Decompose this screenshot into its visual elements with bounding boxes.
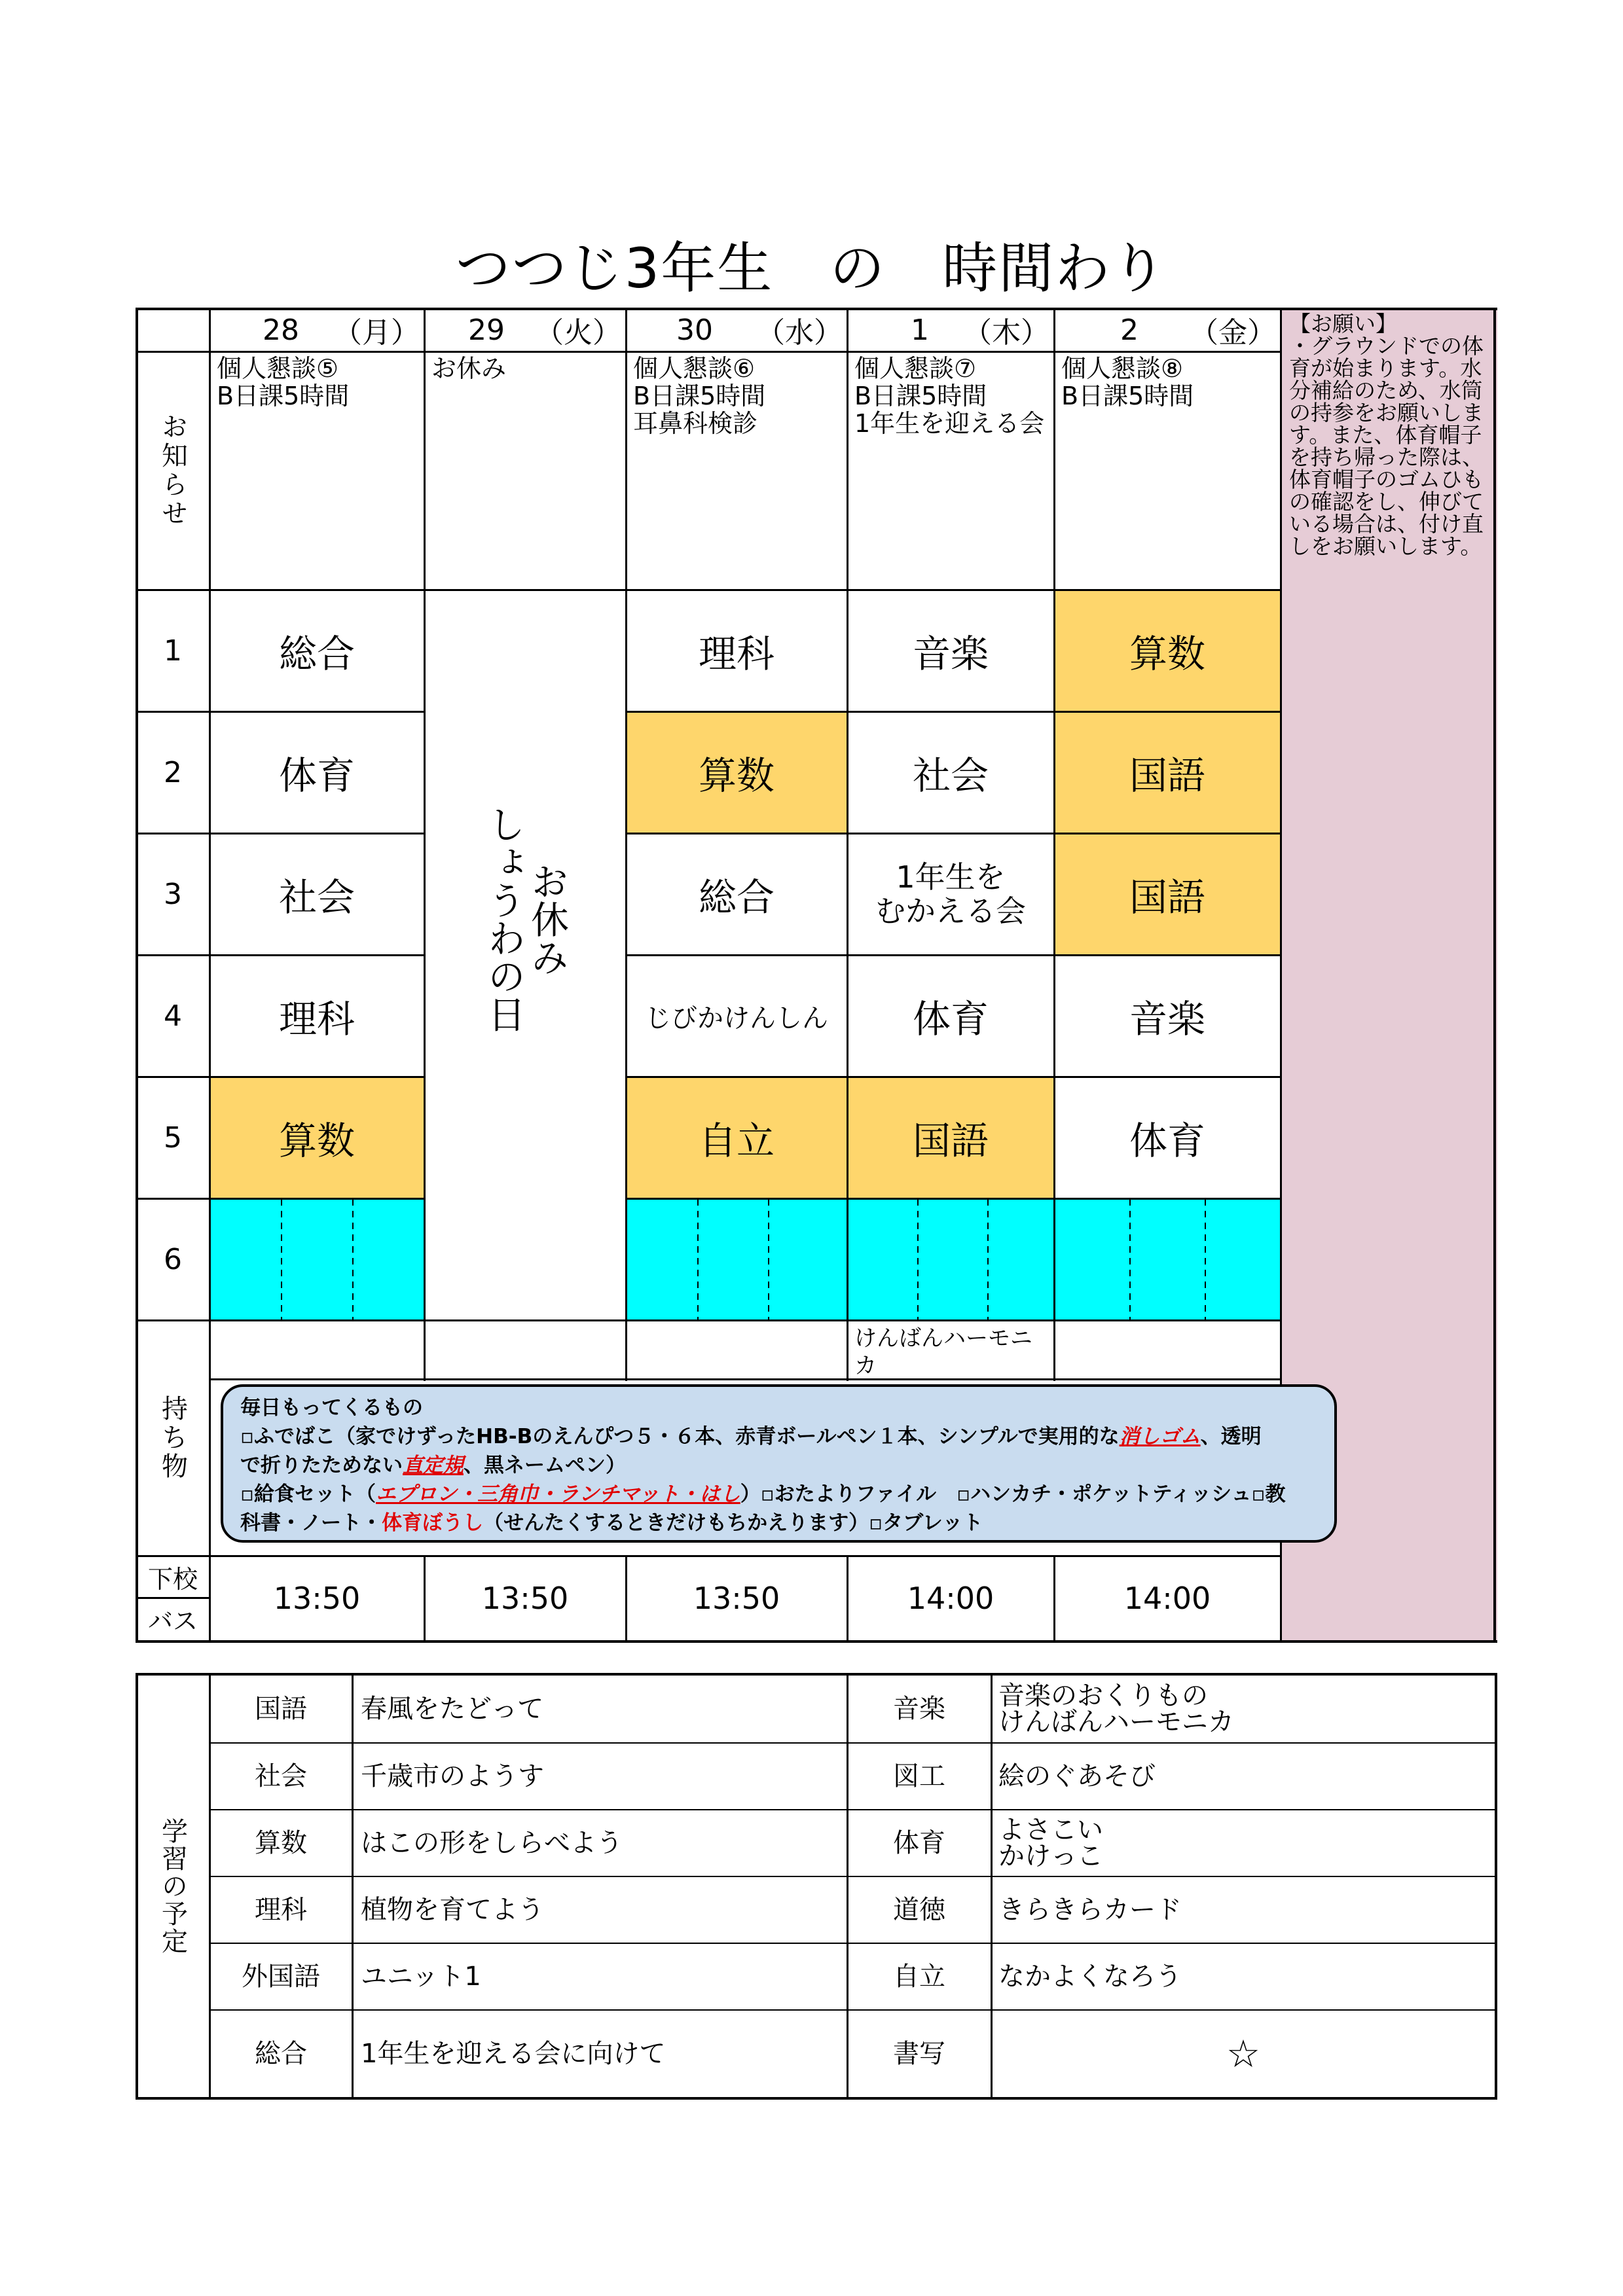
bus-label: バス [147,1606,198,1636]
mon-period-3: 社会 [278,875,355,920]
fri-period-4: 音楽 [1129,997,1205,1041]
fri-period-3: 国語 [1129,875,1205,920]
learning-subject-6: 総合 [255,2039,307,2069]
learning-plan-label: 学習の予定 [157,1818,188,1955]
bring-row-label: 持ち物 [157,1395,188,1481]
learning-subject-9: 体育 [893,1828,945,1858]
notice-fri: 個人懇談⑧ B日課5時間 [1061,354,1194,410]
dismissal-wed: 13:50 [693,1581,780,1616]
learning-content-8: 絵のぐあそび [998,1761,1156,1791]
learning-content-5: ユニット1 [361,1962,481,1992]
bring-thu: けんばんハーモニカ [854,1325,1032,1379]
notice-wed: 個人懇談⑥ B日課5時間 耳鼻科検診 [633,354,766,438]
mon-period-4: 理科 [278,997,355,1041]
learning-content-9: よさこい かけっこ [998,1815,1103,1871]
learning-subject-3: 算数 [255,1828,307,1858]
learning-subject-2: 社会 [255,1761,307,1791]
day-header-tue: 29 （火） [468,313,621,350]
thu-period-3: 1年生を むかえる会 [875,859,1026,929]
page-title: つつじ3年生 の 時間わり [455,236,1168,300]
learning-subject-5: 外国語 [242,1962,320,1992]
dismissal-label: 下校 [147,1564,198,1594]
learning-content-6: 1年生を迎える会に向けて [361,2039,666,2069]
learning-content-11: なかよくなろう [998,1962,1182,1992]
daily-items-box [221,1384,1337,1543]
learning-plan [136,1673,1497,2100]
learning-content-10: きらきらカード [998,1895,1182,1925]
wed-period-2: 算数 [698,753,775,798]
notice-thu: 個人懇談⑦ B日課5時間 1年生を迎える会 [854,354,1045,438]
dismissal-fri: 14:00 [1123,1581,1211,1616]
mon-period-5: 算数 [278,1119,355,1163]
mon-period-2: 体育 [278,753,355,798]
learning-subject-1: 国語 [255,1694,307,1724]
star-icon: ☆ [1226,2032,1260,2076]
period-2: 2 [164,755,182,789]
request-text: 【お願い】 ・グラウンドでの体育が始まります。水分補給のため、水筒の持参をお願いします。また、体育帽子を持ち帰った際は、体育帽子のゴムひもの確認をし、伸びている場合は、付け直しをお願いします。 [1289,311,1484,559]
wed-period-1: 理科 [698,632,775,676]
daily-items-line-2: で折りたためない直定規、黒ネームペン） [240,1454,626,1477]
daily-items-line-4: 科書・ノート・体育ぼうし（せんたくするときだけもちかえります）▫タブレット [240,1511,983,1535]
thu-period-5: 国語 [912,1119,989,1163]
period-1: 1 [164,634,182,668]
fri-period-2: 国語 [1129,753,1205,798]
daily-items-line-3: ▫給食セット（エプロン・三角巾・ランチマット・はし）▫おたよりファイル ▫ハンカチ・ポケットティッシュ▫教 [240,1482,1286,1506]
day-header-fri: 2 （金） [1120,313,1276,350]
learning-subject-10: 道徳 [893,1895,945,1925]
notice-mon: 個人懇談⑤ B日課5時間 [217,354,350,410]
wed-period-5: 自立 [698,1119,775,1163]
thu-period-4: 体育 [912,997,989,1041]
day-header-mon: 28 （月） [263,313,420,350]
day-header-wed: 30 （水） [676,313,843,350]
thu-period-1: 音楽 [912,632,989,676]
daily-items-line-1: ▫ふでばこ（家でけずったHB-Bのえんぴつ５・６本、赤青ボールペン１本、シンプルで実用的な消しゴム、透明 [240,1425,1262,1448]
fri-period-5: 体育 [1129,1119,1205,1163]
learning-content-3: はこの形をしらべよう [361,1828,623,1858]
dismissal-thu: 14:00 [907,1581,994,1616]
notice-row-label: お知らせ [157,413,188,528]
timetable [136,308,1497,1643]
learning-subject-11: 自立 [893,1962,945,1992]
learning-content-7: 音楽のおくりもの けんばんハーモニカ [998,1681,1234,1737]
tue-holiday: お休み しょうわの日 [481,805,569,1033]
period-5: 5 [164,1121,182,1155]
learning-subject-12: 書写 [893,2039,945,2069]
wed-period-3: 総合 [698,875,775,920]
period-6: 6 [164,1242,182,1276]
learning-content-2: 千歳市のようす [361,1761,544,1791]
fri-period-1: 算数 [1129,632,1205,676]
wed-period-4: じびかけんしん [645,1003,828,1033]
dismissal-mon: 13:50 [273,1581,361,1616]
mon-period-1: 総合 [278,632,355,676]
learning-content-1: 春風をたどって [361,1694,544,1724]
learning-subject-4: 理科 [255,1895,307,1925]
period-3: 3 [164,877,182,911]
learning-content-4: 植物を育てよう [361,1895,544,1925]
learning-subject-8: 図工 [893,1761,945,1791]
period-4: 4 [164,999,182,1033]
daily-items-heading: 毎日もってくるもの [240,1396,423,1420]
learning-subject-7: 音楽 [893,1694,945,1724]
notice-tue: お休み [431,354,507,383]
thu-period-2: 社会 [912,753,989,798]
day-header-thu: 1 （木） [911,313,1049,350]
dismissal-tue: 13:50 [481,1581,569,1616]
